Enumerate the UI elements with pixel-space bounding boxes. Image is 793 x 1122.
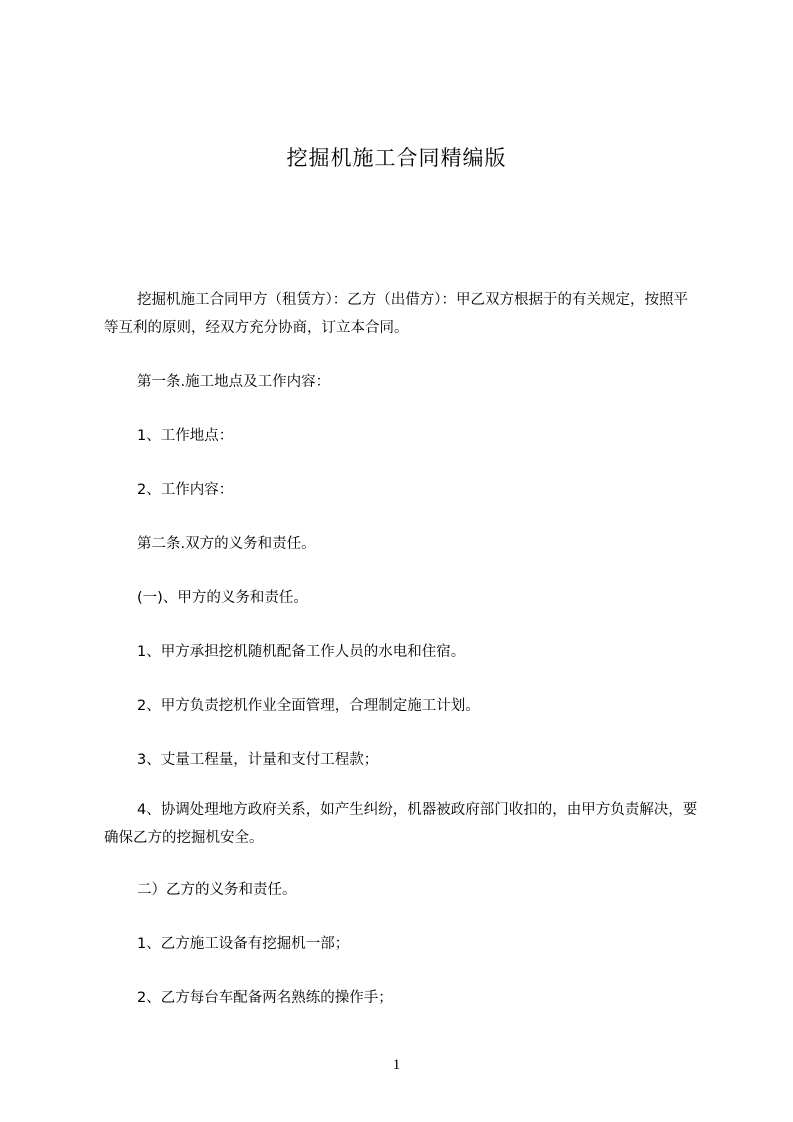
party-a-duty-3: 3、丈量工程量，计量和支付工程款；	[137, 752, 379, 768]
party-a-duty-4: 4、协调处理地方政府关系，如产生纠纷，机器被政府部门收扣的，由甲方负责解决，要确保乙方的挖掘机安全。	[104, 802, 698, 846]
article-2-heading: 第二条.双方的义务和责任。	[137, 536, 316, 552]
work-location-line: 1、工作地点：	[137, 428, 234, 444]
work-content-line: 2、工作内容：	[137, 482, 234, 498]
article-1-heading: 第一条.施工地点及工作内容：	[137, 374, 331, 390]
page-number: 1	[392, 1057, 401, 1073]
party-b-duties-heading: 二）乙方的义务和责任。	[137, 882, 297, 898]
party-a-duty-1: 1、甲方承担挖机随机配备工作人员的水电和住宿。	[137, 644, 466, 660]
party-a-duties-heading: (一)、甲方的义务和责任。	[137, 590, 308, 606]
intro-paragraph: 挖掘机施工合同甲方（租赁方）：乙方（出借方）：甲乙双方根据于的有关规定，按照平等互利的原则，经双方充分协商，订立本合同。	[104, 292, 688, 336]
document-title: 挖掘机施工合同精编版	[286, 146, 507, 170]
party-a-duty-2: 2、甲方负责挖机作业全面管理，合理制定施工计划。	[137, 698, 480, 714]
party-b-duty-1: 1、乙方施工设备有挖掘机一部；	[137, 936, 350, 952]
party-b-duty-2: 2、乙方每台车配备两名熟练的操作手；	[137, 990, 393, 1006]
